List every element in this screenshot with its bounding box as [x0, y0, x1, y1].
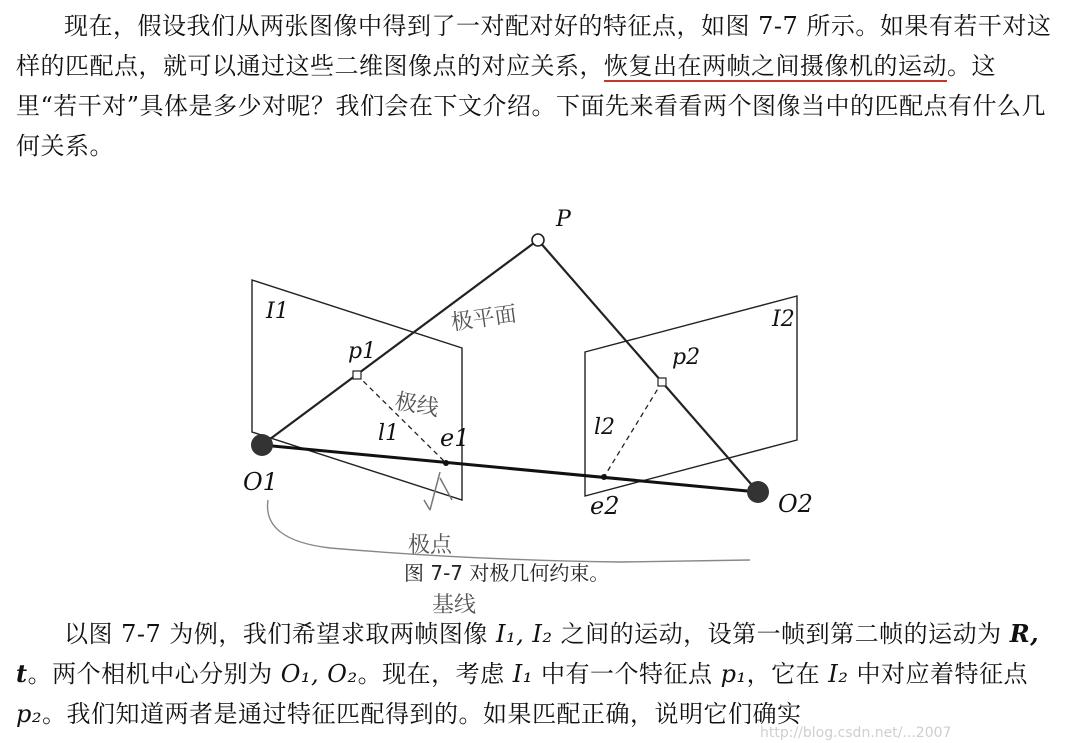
baseline-bracket-icon — [268, 500, 750, 562]
label-O2: O2 — [778, 490, 813, 518]
epipole-e2 — [601, 474, 607, 480]
para2-text-2: 之间的运动，设第一帧到第二帧的运动为 — [552, 620, 1010, 648]
label-I1: I1 — [266, 299, 289, 324]
figure-caption: 图 7-7 对极几何约束。 — [404, 561, 610, 585]
label-l2: l2 — [594, 415, 616, 440]
baseline — [262, 445, 758, 492]
math-I2: I₂ — [828, 660, 849, 688]
watermark: http://blog.csdn.net/...2007 — [760, 725, 952, 741]
math-I1-I2: I₁, I₂ — [496, 620, 553, 648]
para2-text-7: 中对应着特征点 — [848, 660, 1028, 688]
label-P: P — [556, 207, 571, 232]
math-R-t: R, t — [16, 619, 1040, 688]
note-epipolar-line: 极线 — [392, 389, 441, 422]
label-I2: I2 — [772, 307, 795, 332]
ray-P-O2 — [538, 240, 758, 492]
camera-center-O2 — [747, 481, 769, 503]
para2-text-8: 。我们知道两者是通过特征匹配得到的。如果匹配正确，说明它们确实 — [41, 700, 802, 728]
math-p1: p₁ — [720, 660, 747, 688]
label-O1: O1 — [243, 468, 278, 496]
point-p2 — [658, 378, 666, 386]
para2-text-3: 。两个相机中心分别为 — [27, 660, 281, 688]
math-I1: I₁ — [512, 660, 533, 688]
math-p2: p₂ — [16, 700, 42, 728]
label-p2: p2 — [672, 345, 701, 370]
intro-text-end: 。这里“若干对”具体是多少对呢？我们会在下文介绍。下面先来看看两个图像当中的匹配点有什么几何关系。 — [16, 52, 1047, 160]
camera-center-O1 — [251, 434, 273, 456]
note-epipolar-plane: 极平面 — [449, 301, 519, 336]
highlighted-phrase: 恢复出在两帧之间摄像机的运动 — [604, 52, 947, 80]
para2-text-6: ，它在 — [746, 660, 829, 688]
label-p1: p1 — [348, 339, 377, 364]
math-O1-O2: O₁, O₂ — [280, 660, 358, 688]
para2-text-5: 中有一个特征点 — [532, 660, 721, 688]
explanation-paragraph — [16, 614, 1056, 734]
note-baseline: 基线 — [432, 593, 477, 618]
arrow-icon — [424, 472, 452, 510]
label-e2: e2 — [590, 492, 620, 520]
label-e1: e1 — [440, 424, 470, 452]
para2-text-4: 。现在，考虑 — [357, 660, 513, 688]
point-P — [532, 234, 544, 246]
label-l1: l1 — [378, 421, 400, 446]
image-plane-2 — [585, 296, 797, 496]
note-epipole: 极点 — [408, 533, 453, 558]
para2-text-1: 以图 7-7 为例，我们希望求取两帧图像 — [64, 620, 497, 648]
epipole-e1 — [443, 460, 449, 466]
intro-text-start: 现在，假设我们从两张图像中得到了一对配对好的特征点，如图 7-7 所示。如果有若干对这样的匹配点，就可以通过这些二维图像点的对应关系， — [16, 12, 1052, 80]
point-p1 — [353, 371, 361, 379]
